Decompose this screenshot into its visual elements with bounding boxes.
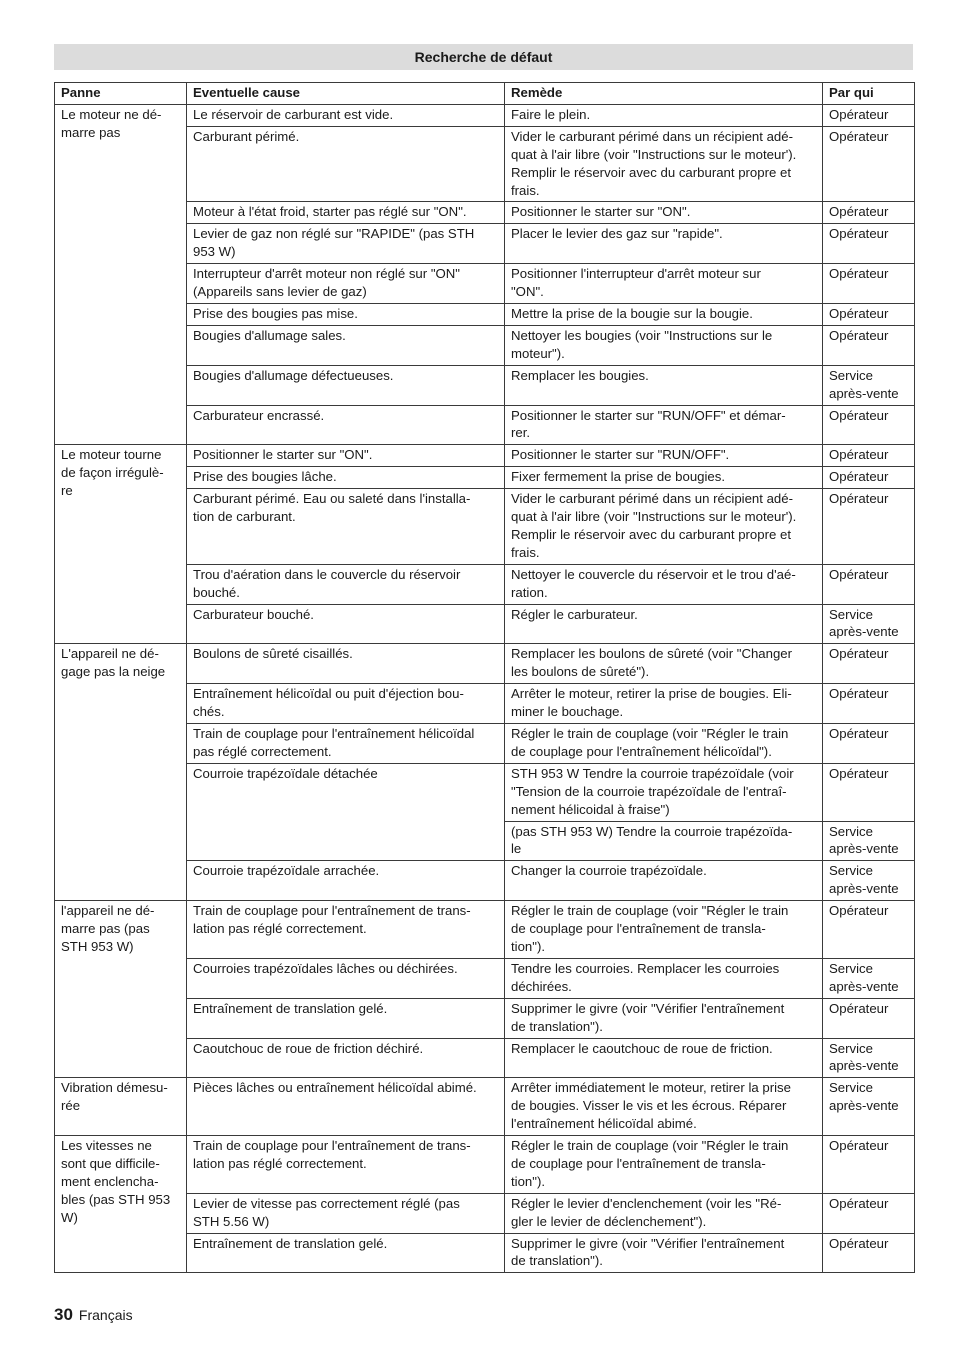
- responsible-cell: Opérateur: [823, 325, 915, 365]
- remedy-cell: Fixer fermement la prise de bougies.: [505, 467, 823, 489]
- responsible-cell: Service après-vente: [823, 1038, 915, 1078]
- cause-cell: Carburateur bouché.: [187, 604, 505, 644]
- page-footer: [54, 1305, 133, 1325]
- table-row: [55, 901, 915, 959]
- remedy-cell: Remplacer les bougies.: [505, 365, 823, 405]
- remedy-cell: Régler le train de couplage (voir "Régler le train de couplage pour l'entraînement hélicoïdal").: [505, 724, 823, 764]
- page-language: Français: [78, 1307, 133, 1323]
- troubleshooting-table: [54, 82, 915, 1273]
- remedy-cell: Régler le train de couplage (voir "Régler le train de couplage pour l'entraînement de transla- tion").: [505, 1136, 823, 1194]
- remedy-cell: Placer le levier des gaz sur "rapide".: [505, 224, 823, 264]
- remedy-cell: Nettoyer le couvercle du réservoir et le trou d'aé- ration.: [505, 564, 823, 604]
- remedy-cell: Positionner le starter sur "RUN/OFF".: [505, 445, 823, 467]
- cause-cell: Carburant périmé. Eau ou saleté dans l'installa- tion de carburant.: [187, 489, 505, 565]
- table-row: [55, 644, 915, 684]
- remedy-cell: Tendre les courroies. Remplacer les courroies déchirées.: [505, 958, 823, 998]
- remedy-cell: Supprimer le givre (voir "Vérifier l'entraînement de translation").: [505, 998, 823, 1038]
- remedy-cell: STH 953 W Tendre la courroie trapézoïdale (voir "Tension de la courroie trapézoïdale de l'entraî- nement hélicoidal à fraise"): [505, 763, 823, 821]
- responsible-cell: Opérateur: [823, 1136, 915, 1194]
- responsible-cell: Opérateur: [823, 1193, 915, 1233]
- section-header: [54, 44, 913, 70]
- responsible-cell: Opérateur: [823, 467, 915, 489]
- table-row: [55, 1078, 915, 1136]
- remedy-cell: Remplacer les boulons de sûreté (voir "Changer les boulons de sûreté").: [505, 644, 823, 684]
- remedy-cell: Supprimer le givre (voir "Vérifier l'entraînement de translation").: [505, 1233, 823, 1273]
- cause-cell: Train de couplage pour l'entraînement hélicoïdal pas réglé correctement.: [187, 724, 505, 764]
- cause-cell: Caoutchouc de roue de friction déchiré.: [187, 1038, 505, 1078]
- cause-cell: Entraînement hélicoïdal ou puit d'éjection bou- chés.: [187, 684, 505, 724]
- cause-cell: Courroie trapézoïdale arrachée.: [187, 861, 505, 901]
- responsible-cell: Opérateur: [823, 489, 915, 565]
- column-header-par-qui: Par qui: [823, 83, 915, 105]
- cause-cell: Carburateur encrassé.: [187, 405, 505, 445]
- page-number: 30: [54, 1305, 73, 1324]
- remedy-cell: Nettoyer les bougies (voir "Instructions sur le moteur").: [505, 325, 823, 365]
- table-header-row: [55, 83, 915, 105]
- cause-cell: Entraînement de translation gelé.: [187, 998, 505, 1038]
- remedy-cell: Régler le levier d'enclenchement (voir les "Ré- gler le levier de déclenchement").: [505, 1193, 823, 1233]
- responsible-cell: Opérateur: [823, 1233, 915, 1273]
- remedy-cell: Régler le train de couplage (voir "Régler le train de couplage pour l'entraînement de transla- tion").: [505, 901, 823, 959]
- panne-cell: Vibration démesu- rée: [55, 1078, 187, 1136]
- cause-cell: Levier de gaz non réglé sur "RAPIDE" (pas STH 953 W): [187, 224, 505, 264]
- responsible-cell: Service après-vente: [823, 821, 915, 861]
- cause-cell: Le réservoir de carburant est vide.: [187, 104, 505, 126]
- cause-cell: Carburant périmé.: [187, 126, 505, 202]
- remedy-cell: Faire le plein.: [505, 104, 823, 126]
- remedy-cell: Régler le carburateur.: [505, 604, 823, 644]
- remedy-cell: Remplacer le caoutchouc de roue de friction.: [505, 1038, 823, 1078]
- responsible-cell: Opérateur: [823, 564, 915, 604]
- cause-cell: Train de couplage pour l'entraînement de trans- lation pas réglé correctement.: [187, 901, 505, 959]
- table-row: [55, 104, 915, 126]
- cause-cell: Entraînement de translation gelé.: [187, 1233, 505, 1273]
- panne-cell: L'appareil ne dé- gage pas la neige: [55, 644, 187, 901]
- table-body: [55, 104, 915, 1272]
- remedy-cell: Arrêter immédiatement le moteur, retirer la prise de bougies. Visser le vis et les écrous. Réparer l'entraînement hélicoïdal abimé.: [505, 1078, 823, 1136]
- remedy-cell: Vider le carburant périmé dans un récipient adé- quat à l'air libre (voir "Instructions sur le moteur'). Remplir le réservoir avec du carburant propre et frais.: [505, 126, 823, 202]
- responsible-cell: Opérateur: [823, 684, 915, 724]
- responsible-cell: Opérateur: [823, 724, 915, 764]
- responsible-cell: Service après-vente: [823, 958, 915, 998]
- column-header-panne: Panne: [55, 83, 187, 105]
- responsible-cell: Opérateur: [823, 202, 915, 224]
- remedy-cell: (pas STH 953 W) Tendre la courroie trapézoïda- le: [505, 821, 823, 861]
- cause-cell: Train de couplage pour l'entraînement de trans- lation pas réglé correctement.: [187, 1136, 505, 1194]
- cause-cell: Bougies d'allumage sales.: [187, 325, 505, 365]
- column-header-cause: Eventuelle cause: [187, 83, 505, 105]
- cause-cell: Levier de vitesse pas correctement réglé (pas STH 5.56 W): [187, 1193, 505, 1233]
- responsible-cell: Opérateur: [823, 405, 915, 445]
- responsible-cell: Opérateur: [823, 901, 915, 959]
- table-row: [55, 445, 915, 467]
- responsible-cell: Opérateur: [823, 445, 915, 467]
- responsible-cell: Service après-vente: [823, 365, 915, 405]
- panne-cell: Le moteur ne dé- marre pas: [55, 104, 187, 444]
- remedy-cell: Positionner l'interrupteur d'arrêt moteur sur "ON".: [505, 264, 823, 304]
- cause-cell: Interrupteur d'arrêt moteur non réglé sur "ON" (Appareils sans levier de gaz): [187, 264, 505, 304]
- table-row: [55, 1136, 915, 1194]
- cause-cell: Prise des bougies lâche.: [187, 467, 505, 489]
- responsible-cell: Service après-vente: [823, 604, 915, 644]
- responsible-cell: Opérateur: [823, 303, 915, 325]
- remedy-cell: Positionner le starter sur "RUN/OFF" et démar- rer.: [505, 405, 823, 445]
- section-title: Recherche de défaut: [414, 49, 553, 65]
- panne-cell: Les vitesses ne sont que difficile- ment enclencha- bles (pas STH 953 W): [55, 1136, 187, 1273]
- cause-cell: Positionner le starter sur "ON".: [187, 445, 505, 467]
- cause-cell: Courroies trapézoïdales lâches ou déchirées.: [187, 958, 505, 998]
- responsible-cell: Service après-vente: [823, 1078, 915, 1136]
- cause-cell: Moteur à l'état froid, starter pas réglé sur "ON".: [187, 202, 505, 224]
- responsible-cell: Opérateur: [823, 763, 915, 821]
- responsible-cell: Opérateur: [823, 644, 915, 684]
- cause-cell: Courroie trapézoïdale détachée: [187, 763, 505, 861]
- remedy-cell: Positionner le starter sur "ON".: [505, 202, 823, 224]
- cause-cell: Trou d'aération dans le couvercle du réservoir bouché.: [187, 564, 505, 604]
- remedy-cell: Vider le carburant périmé dans un récipient adé- quat à l'air libre (voir "Instructions sur le moteur'). Remplir le réservoir avec du carburant propre et frais.: [505, 489, 823, 565]
- cause-cell: Pièces lâches ou entraînement hélicoïdal abimé.: [187, 1078, 505, 1136]
- panne-cell: Le moteur tourne de façon irrégulè- re: [55, 445, 187, 644]
- column-header-remede: Remède: [505, 83, 823, 105]
- remedy-cell: Changer la courroie trapézoïdale.: [505, 861, 823, 901]
- responsible-cell: Opérateur: [823, 998, 915, 1038]
- responsible-cell: Service après-vente: [823, 861, 915, 901]
- panne-cell: l'appareil ne dé- marre pas (pas STH 953 W): [55, 901, 187, 1078]
- cause-cell: Bougies d'allumage défectueuses.: [187, 365, 505, 405]
- responsible-cell: Opérateur: [823, 104, 915, 126]
- remedy-cell: Mettre la prise de la bougie sur la bougie.: [505, 303, 823, 325]
- responsible-cell: Opérateur: [823, 126, 915, 202]
- cause-cell: Boulons de sûreté cisaillés.: [187, 644, 505, 684]
- remedy-cell: Arrêter le moteur, retirer la prise de bougies. Eli- miner le bouchage.: [505, 684, 823, 724]
- cause-cell: Prise des bougies pas mise.: [187, 303, 505, 325]
- responsible-cell: Opérateur: [823, 224, 915, 264]
- responsible-cell: Opérateur: [823, 264, 915, 304]
